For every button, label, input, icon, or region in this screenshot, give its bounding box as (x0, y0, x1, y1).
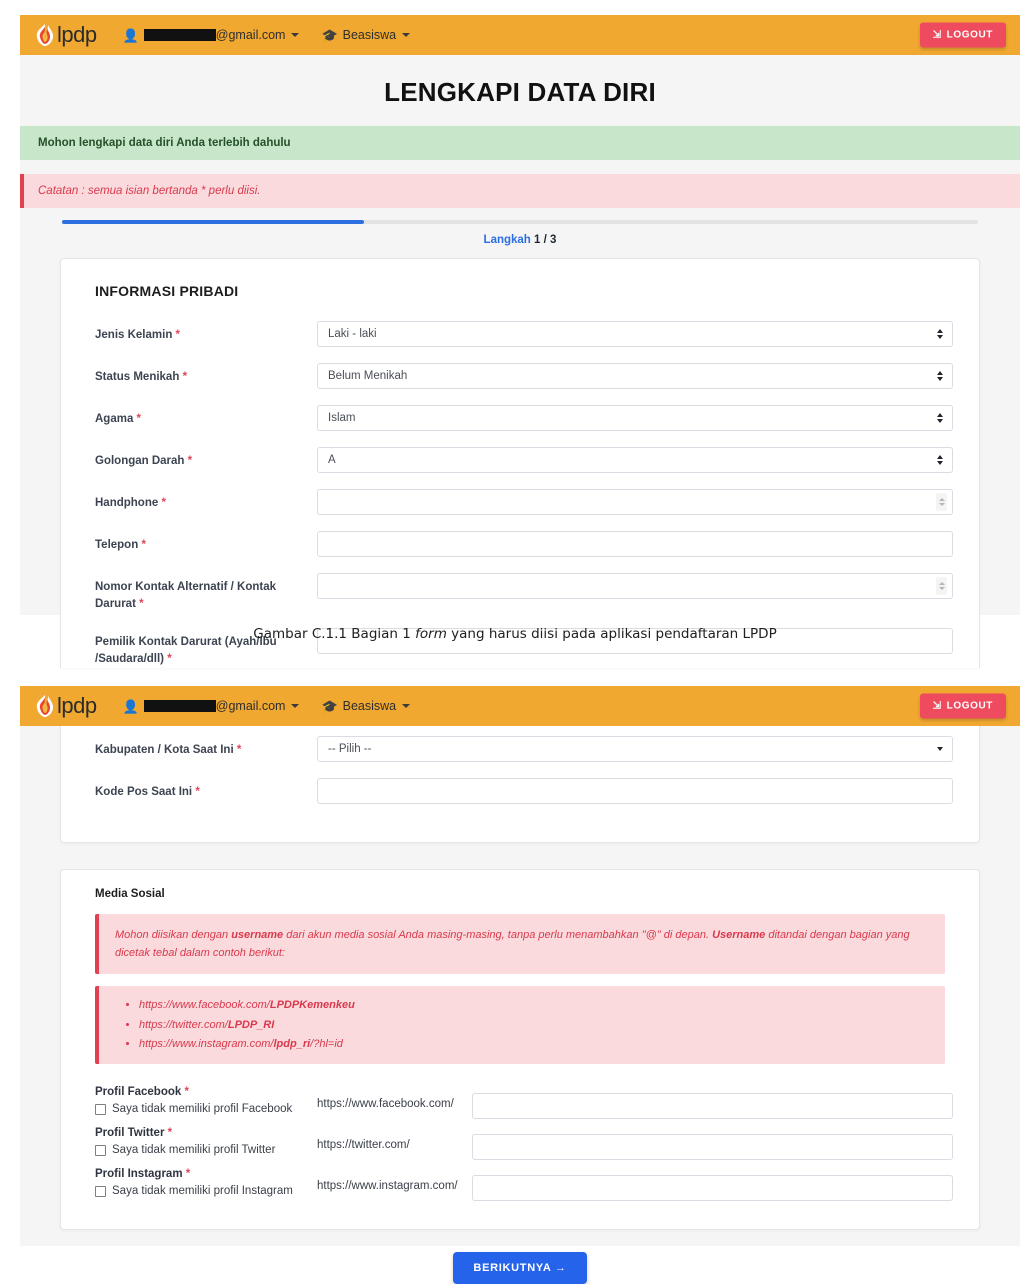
number-spinner-icon[interactable] (936, 577, 947, 595)
example-url: https://twitter.com/ (139, 1018, 228, 1031)
required-asterisk: * (236, 744, 242, 756)
required-asterisk: * (175, 329, 181, 341)
chevron-down-icon (291, 33, 299, 37)
personal-info-input-6[interactable] (317, 573, 953, 599)
user-menu[interactable] (123, 28, 300, 42)
required-asterisk: * (141, 539, 146, 551)
required-asterisk: * (167, 653, 172, 666)
personal-info-input-5[interactable] (317, 531, 953, 557)
section-title-media-sosial: Media Sosial (95, 888, 165, 900)
required-asterisk: * (185, 1168, 191, 1181)
personal-info-label-5: Telepon * (95, 539, 146, 551)
progress-bar (20, 208, 1020, 224)
informasi-pribadi-card (60, 258, 980, 668)
alert-success: Mohon lengkapi data diri Anda terlebih dahulu (20, 126, 1020, 160)
note-post: ditandai dengan bagian yang dicetak tebal dalam contoh berikut: (115, 929, 910, 960)
form-row (79, 363, 961, 389)
checkbox-icon[interactable] (95, 1145, 106, 1156)
form-row (79, 573, 961, 612)
required-asterisk: * (167, 1127, 173, 1140)
note-bold-username-2: Username (712, 929, 766, 941)
next-button-container (20, 1230, 1020, 1284)
social-profile-prefix-1: https://twitter.com/ (317, 1139, 410, 1152)
example-url: https://www.facebook.com/ (139, 999, 270, 1012)
alert-spacer (20, 160, 1020, 174)
step-word: Langkah (483, 234, 531, 246)
logout-button[interactable] (920, 23, 1006, 48)
example-list (99, 996, 929, 1054)
no-profile-checkbox-0[interactable] (95, 1103, 317, 1115)
note-bold-username-1: username (231, 929, 284, 941)
personal-info-select-3[interactable]: A (317, 447, 953, 473)
select-updown-icon (937, 371, 943, 381)
social-profile-rows (79, 1084, 961, 1201)
graduation-cap-icon: 🎓 (321, 698, 338, 714)
step-indicator (20, 224, 1020, 258)
redacted-username (144, 29, 216, 41)
no-profile-checkbox-label: Saya tidak memiliki profil Facebook (112, 1103, 293, 1116)
user-email-suffix: @gmail.com (215, 699, 286, 713)
select-updown-icon (937, 413, 943, 423)
next-button[interactable]: BERIKUTNYA → (453, 1252, 586, 1284)
required-asterisk: * (184, 1086, 189, 1099)
address-input-1[interactable] (317, 778, 953, 804)
personal-info-fields (79, 321, 961, 668)
social-profile-row (79, 1125, 961, 1160)
example-tail: /?hl=id (310, 1037, 343, 1050)
required-asterisk: * (187, 455, 193, 467)
nav-item-beasiswa-label: Beasiswa (342, 699, 397, 713)
form-control-wrap (317, 321, 961, 347)
person-icon: 👤 (122, 27, 139, 43)
chevron-down-icon (402, 33, 410, 37)
personal-info-select-2[interactable]: Islam (317, 405, 953, 431)
form-control-wrap (317, 405, 961, 431)
form-control-wrap (317, 363, 961, 389)
caption-italic: form (415, 626, 447, 642)
personal-info-label-1: Status Menikah * (95, 371, 188, 383)
lpdp-logo[interactable] (34, 694, 97, 718)
step-value: 1 / 3 (534, 234, 557, 246)
caption-post: yang harus diisi pada aplikasi pendaftaran LPDP (446, 626, 777, 642)
graduation-cap-icon: 🎓 (321, 27, 338, 43)
no-profile-checkbox-label: Saya tidak memiliki profil Twitter (112, 1144, 276, 1157)
note-pre: Mohon diisikan dengan (115, 929, 232, 941)
example-url: https://www.instagram.com/ (139, 1037, 274, 1050)
personal-info-label-3: Golongan Darah * (95, 455, 193, 467)
chevron-down-icon (291, 704, 299, 708)
address-select-0[interactable]: -- Pilih -- (317, 736, 953, 762)
example-item (139, 1016, 929, 1035)
nav-item-beasiswa[interactable] (321, 699, 410, 713)
social-profile-input-1[interactable] (472, 1134, 953, 1160)
required-asterisk: * (136, 413, 142, 425)
chevron-down-icon (402, 704, 410, 708)
caption-pre: Gambar C.1.1 Bagian 1 (253, 626, 416, 642)
flame-logo-icon (34, 694, 56, 718)
card-title: INFORMASI PRIBADI (95, 283, 239, 299)
address-fields (79, 736, 961, 804)
user-menu[interactable] (123, 699, 300, 713)
brand-text: lpdp (57, 693, 97, 718)
example-username: lpdp_ri (273, 1037, 311, 1050)
form-row (79, 405, 961, 431)
social-profile-title-0: Profil Facebook * (95, 1086, 189, 1099)
address-label-0: Kabupaten / Kota Saat Ini * (95, 744, 242, 756)
media-sosial-note (95, 914, 945, 974)
logout-icon: ⇲ (932, 29, 942, 41)
social-profile-title-2: Profil Instagram * (95, 1168, 191, 1181)
no-profile-checkbox-2[interactable] (95, 1185, 317, 1197)
form-row (79, 447, 961, 473)
chevron-down-icon (937, 747, 943, 751)
social-profile-input-0[interactable] (472, 1093, 953, 1119)
personal-info-label-6: Nomor Kontak Alternatif / Kontak Darurat * (95, 581, 277, 610)
media-sosial-card (60, 869, 980, 1230)
form-row (79, 321, 961, 347)
required-asterisk: * (161, 497, 166, 509)
example-item (139, 996, 929, 1015)
required-asterisk: * (195, 786, 200, 798)
logout-label: LOGOUT (946, 700, 993, 712)
media-sosial-examples (95, 986, 945, 1064)
form-control-wrap (317, 447, 961, 473)
lpdp-logo[interactable] (34, 23, 97, 47)
brand-text: lpdp (57, 22, 97, 47)
social-profile-prefix-2: https://www.instagram.com/ (317, 1180, 458, 1193)
redacted-username (144, 700, 216, 712)
form-control-wrap (317, 736, 961, 762)
social-profile-prefix-0: https://www.facebook.com/ (317, 1098, 454, 1111)
nav-item-beasiswa-label: Beasiswa (342, 28, 397, 42)
alamat-card (60, 726, 980, 843)
address-label-1: Kode Pos Saat Ini * (95, 786, 200, 798)
nav-item-beasiswa[interactable] (321, 28, 410, 42)
flame-logo-icon (34, 23, 56, 47)
social-profile-input-2[interactable] (472, 1175, 953, 1201)
no-profile-checkbox-label: Saya tidak memiliki profil Instagram (112, 1185, 293, 1198)
form-row (79, 736, 961, 762)
personal-info-label-7: Pemilik Kontak Darurat (Ayah/Ibu /Saudara/dll) * (95, 636, 277, 666)
personal-info-label-2: Agama * (95, 413, 142, 425)
panel-spacer (20, 843, 1020, 869)
example-username: LPDPKemenkeu (269, 999, 355, 1012)
personal-info-select-1[interactable]: Belum Menikah (317, 363, 953, 389)
social-profile-left (79, 1166, 317, 1197)
social-profile-left (79, 1084, 317, 1115)
form-control-wrap (317, 531, 961, 557)
required-asterisk: * (139, 597, 144, 610)
form-control-wrap (317, 778, 961, 804)
user-email-suffix: @gmail.com (215, 28, 286, 42)
alert-note: Catatan : semua isian bertanda * perlu diisi. (20, 174, 1020, 208)
personal-info-label-4: Handphone * (95, 497, 166, 509)
select-updown-icon (937, 329, 943, 339)
checkbox-icon[interactable] (95, 1104, 106, 1115)
select-updown-icon (937, 455, 943, 465)
form-row (79, 778, 961, 804)
navbar (20, 15, 1020, 55)
page-title: LENGKAPI DATA DIRI (20, 55, 1020, 126)
form-row (79, 531, 961, 557)
no-profile-checkbox-1[interactable] (95, 1144, 317, 1156)
personal-info-select-0[interactable]: Laki - laki (317, 321, 953, 347)
screenshot-form-step-1-bottom (20, 686, 1020, 1275)
social-profile-row (79, 1166, 961, 1201)
required-asterisk: * (182, 371, 188, 383)
form-control-wrap (317, 489, 961, 515)
example-username: LPDP_RI (227, 1018, 275, 1031)
figure-caption-1 (0, 626, 1030, 642)
example-item (139, 1035, 929, 1054)
logout-icon: ⇲ (932, 700, 942, 712)
checkbox-icon[interactable] (95, 1186, 106, 1197)
social-profile-row (79, 1084, 961, 1119)
form-row (79, 489, 961, 515)
social-profile-title-1: Profil Twitter * (95, 1127, 173, 1140)
note-mid: dari akun media sosial Anda masing-masing, tanpa perlu menambahkan "@" di depan. (283, 929, 713, 941)
social-profile-left (79, 1125, 317, 1156)
personal-info-label-0: Jenis Kelamin * (95, 329, 181, 341)
personal-info-input-4[interactable] (317, 489, 953, 515)
form-control-wrap (317, 573, 961, 599)
navbar (20, 686, 1020, 726)
number-spinner-icon[interactable] (936, 493, 947, 511)
logout-button[interactable] (920, 694, 1006, 719)
logout-label: LOGOUT (946, 29, 993, 41)
person-icon: 👤 (122, 698, 139, 714)
